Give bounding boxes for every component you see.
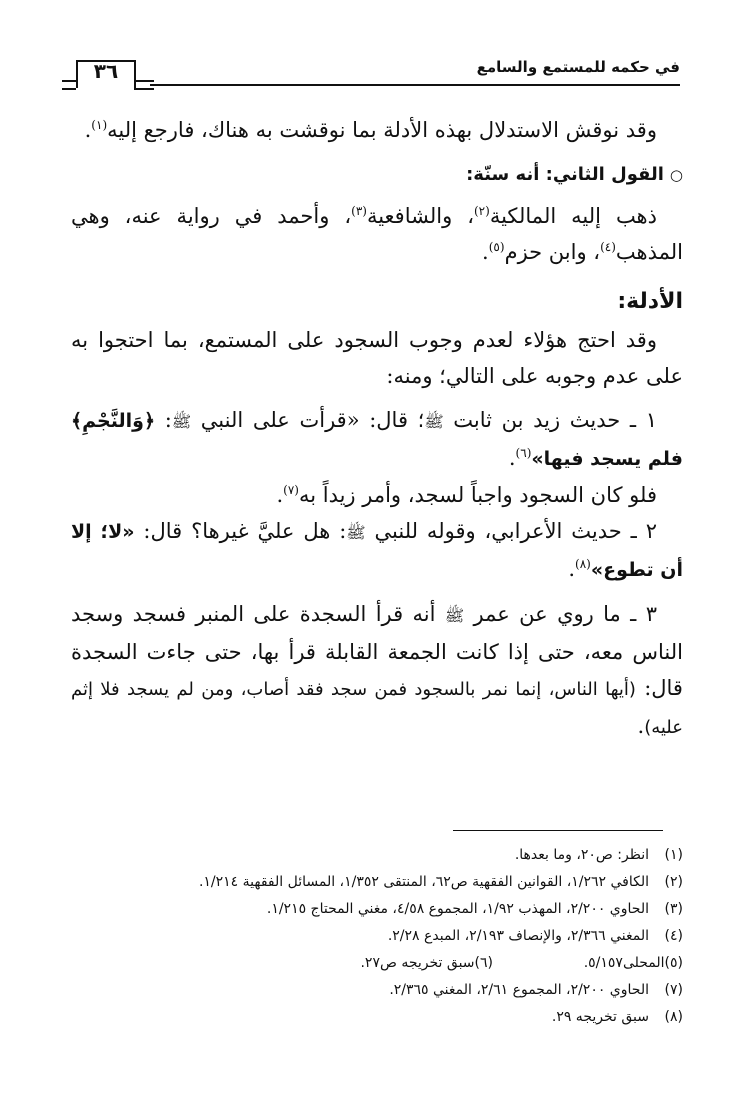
footnote-text: سبق تخريجه ص٢٧. <box>360 955 475 971</box>
honorific-glyph: ﷺ <box>424 412 444 431</box>
footnote-item <box>68 842 683 869</box>
paragraph-evidence-1-inference <box>71 477 683 513</box>
honorific-glyph: ﷺ <box>346 523 366 542</box>
footnote-number: (٤) <box>664 928 683 944</box>
paragraph-text: ٢ ـ حديث الأعرابي، وقوله للنبي <box>374 519 657 543</box>
hadith-text: فلم يسجد فيها» <box>531 448 683 470</box>
quran-citation: ﴿وَالنَّجْمِ﴾ <box>71 410 156 432</box>
paragraph-text: ، والشافعية <box>366 204 474 228</box>
paragraph-evidence-intro: وقد احتج هؤلاء لعدم وجوب السجود على المستمع، بما احتجوا به على عدم وجوبه على التالي؛ ومنه: <box>71 328 683 388</box>
main-text <box>71 112 683 746</box>
paragraph-text: ١ ـ حديث زيد بن ثابت <box>453 408 657 432</box>
header-double-line-right <box>134 80 154 90</box>
footnote-number: (٥) <box>664 955 683 971</box>
punctuation: . <box>276 483 284 507</box>
footnote-text: الحاوي ٢/٢٠٠، المجموع ٢/٦١، المغني ٢/٣٦٥. <box>389 982 649 998</box>
footnote-number: (١) <box>664 847 683 863</box>
footnote-text: انظر: ص٢٠، وما بعدها. <box>514 847 649 863</box>
footnote-number: (٣) <box>664 901 683 917</box>
header-title: في حكمه للمستمع والسامع <box>476 58 680 76</box>
spacer <box>71 394 683 402</box>
paragraph-text: ذهب إليه المالكية <box>489 204 657 228</box>
paragraph-text: فلو كان السجود واجباً لسجد، وأمر زيداً به <box>298 483 657 507</box>
footnote-number: (٨) <box>664 1009 683 1025</box>
footnote-item <box>360 950 493 977</box>
punctuation: : <box>164 408 172 432</box>
spacer <box>71 190 683 198</box>
footnote-ref[interactable]: (٥) <box>488 240 505 254</box>
footnote-text: الكافي ١/٢٦٢، القوانين الفقهية ص٦٢، المنتقى ١/٣٥٢، المسائل الفقهية ١/٢١٤. <box>198 874 649 890</box>
footnote-item <box>68 1004 683 1031</box>
athar-quote: (أيها الناس، إنما نمر بالسجود فمن سجد فقد أصاب، ومن لم يسجد فلا إثم عليه) <box>71 679 683 738</box>
section-heading-evidence: الأدلة: <box>617 289 683 314</box>
punctuation: . <box>482 240 489 264</box>
header-double-line-left <box>62 80 76 90</box>
honorific-glyph: ﷺ <box>171 412 192 431</box>
footnotes <box>68 842 683 1031</box>
footnote-ref[interactable]: (١) <box>91 118 108 132</box>
paragraph-text: ، وأحمد في رواية عنه، وهي المذهب <box>71 204 683 264</box>
paragraph-discussion <box>71 112 683 148</box>
footnote-item <box>68 896 683 923</box>
footnote-ref[interactable]: (٦) <box>515 446 532 460</box>
paragraph-evidence-3 <box>71 596 683 746</box>
heading-text: القول الثاني: أنه سنّة: <box>466 164 664 185</box>
page-number-box <box>62 56 154 94</box>
footnote-ref[interactable]: (٨) <box>575 557 591 571</box>
hadith-quote: «لا؛ إلا أن تطوع» <box>71 521 683 581</box>
footnote-item-pair <box>68 950 683 977</box>
honorific-glyph: ﷺ <box>444 606 465 625</box>
spacer <box>71 270 683 282</box>
footnote-number: (٢) <box>664 874 683 890</box>
punctuation: . <box>568 557 576 581</box>
punctuation: . <box>508 446 516 470</box>
spacer <box>71 588 683 596</box>
paragraph-text: ٣ ـ ما روي عن عمر <box>473 602 657 626</box>
footnote-item <box>68 923 683 950</box>
footnote-ref[interactable]: (٢) <box>473 204 490 218</box>
paragraph-evidence-2 <box>71 513 683 588</box>
footnote-number: (٧) <box>664 982 683 998</box>
footnote-text: الحاوي ٢/٢٠٠، المهذب ١/٩٢، المجموع ٤/٥٨، مغني المحتاج ١/٢١٥. <box>266 901 649 917</box>
footnote-separator <box>453 830 663 831</box>
paragraph-text: : هل عليَّ غيرها؟ قال: <box>143 519 347 543</box>
footnote-text: سبق تخريجه ٢٩. <box>551 1009 649 1025</box>
punctuation: . <box>84 118 92 142</box>
section-heading-second-opinion <box>71 160 683 190</box>
footnote-ref[interactable]: (٧) <box>283 483 299 497</box>
footnote-item <box>68 977 683 1004</box>
paragraph-opinion-holders <box>71 198 683 270</box>
paragraph-text: أنه قرأ السجدة على المنبر فسجد وسجد الناس معه، حتى إذا كانت الجمعة القابلة قرأ بها، حتى جاءت السجدة قال: <box>71 602 683 700</box>
page-number: ٣٦ <box>93 59 119 83</box>
ring-bullet-icon: ○ <box>669 166 683 184</box>
footnote-text: المحلى٥/١٥٧. <box>583 955 665 971</box>
footnote-number: (٦) <box>474 955 493 971</box>
header-rule <box>150 84 680 86</box>
paragraph-text: ؛ قال: «قرأت على النبي <box>200 408 425 432</box>
paragraph-text: ، وابن حزم <box>504 240 601 264</box>
footnote-ref[interactable]: (٤) <box>600 240 616 254</box>
footnote-text: المغني ٢/٣٦٦، والإنصاف ٢/١٩٣، المبدع ٢/٢٨. <box>387 928 649 944</box>
footnote-item <box>493 950 683 977</box>
paragraph-evidence-1 <box>71 402 683 477</box>
running-header <box>70 56 680 96</box>
spacer <box>71 148 683 160</box>
footnote-ref[interactable]: (٣) <box>351 204 367 218</box>
punctuation: . <box>637 714 645 738</box>
footnote-item <box>68 869 683 896</box>
paragraph-text: وقد نوقش الاستدلال بهذه الأدلة بما نوقشت به هناك، فارجع إليه <box>107 118 657 142</box>
